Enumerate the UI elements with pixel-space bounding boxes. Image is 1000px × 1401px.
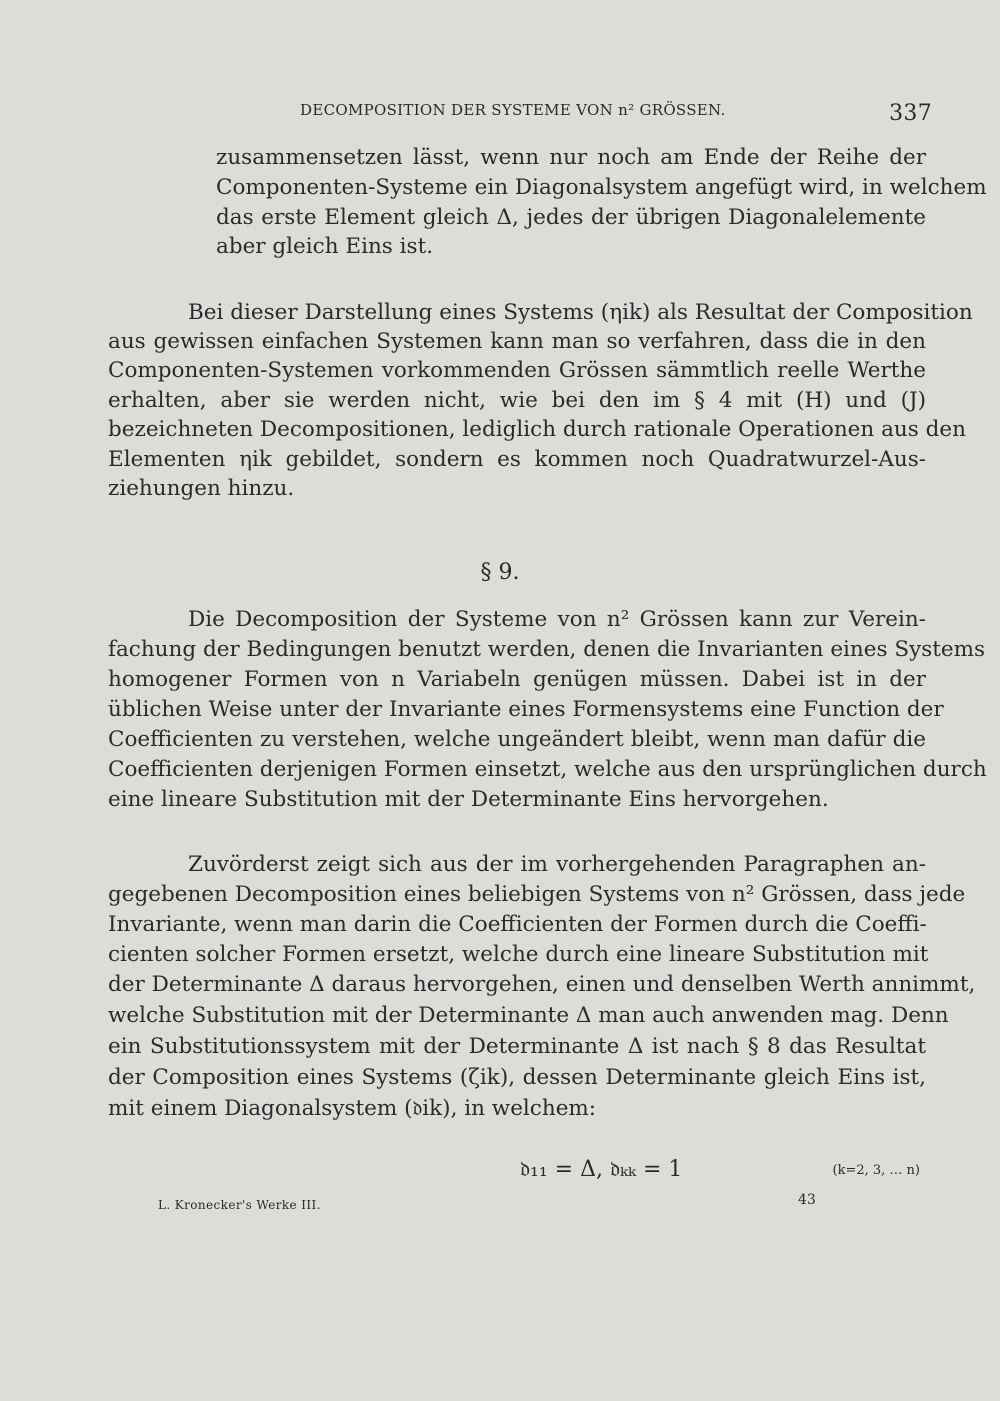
text-line: Elementen ηik gebildet, sondern es kommen noch Quadratwurzel-Aus- <box>108 447 926 472</box>
text-line: Bei dieser Darstellung eines Systems (ηik) als Resultat der Composition <box>188 300 973 325</box>
text-line: mit einem Diagonalsystem (𝔡ik), in welchem: <box>108 1096 597 1121</box>
text-line: bezeichneten Decompositionen, lediglich durch rationale Operationen aus den <box>108 417 966 442</box>
section-heading: § 9. <box>480 560 520 585</box>
text-line: Zuvörderst zeigt sich aus der im vorhergehenden Paragraphen an- <box>188 852 926 877</box>
text-line: das erste Element gleich Δ, jedes der übrigen Diagonalelemente <box>216 205 926 230</box>
text-line: Invariante, wenn man darin die Coefficienten der Formen durch die Coeffi- <box>108 912 927 937</box>
text-line: eine lineare Substitution mit der Determinante Eins hervorgehen. <box>108 787 829 812</box>
text-line: Coefficienten zu verstehen, welche ungeändert bleibt, wenn man dafür die <box>108 727 926 752</box>
text-line: ziehungen hinzu. <box>108 476 295 501</box>
text-line: Die Decomposition der Systeme von n² Grössen kann zur Verein- <box>188 607 926 632</box>
text-line: homogener Formen von n Variabeln genügen müssen. Dabei ist in der <box>108 667 926 692</box>
text-line: erhalten, aber sie werden nicht, wie bei den im § 4 mit (H) und (J) <box>108 388 926 413</box>
text-line: Componenten-Systeme ein Diagonalsystem angefügt wird, in welchem <box>216 175 987 200</box>
text-line: aus gewissen einfachen Systemen kann man so verfahren, dass die in den <box>108 329 926 354</box>
text-line: üblichen Weise unter der Invariante eines Formensystems eine Function der <box>108 697 944 722</box>
header-title: DECOMPOSITION DER SYSTEME VON n² GRÖSSEN. <box>300 101 726 119</box>
text-line: der Determinante Δ daraus hervorgehen, einen und denselben Werth annimmt, <box>108 972 976 997</box>
text-line: cienten solcher Formen ersetzt, welche durch eine lineare Substitution mit <box>108 942 929 967</box>
formula-condition: (k=2, 3, … n) <box>832 1163 920 1178</box>
text-line: fachung der Bedingungen benutzt werden, denen die Invarianten eines Systems <box>108 637 986 662</box>
page-number: 337 <box>889 101 932 126</box>
text-line: der Composition eines Systems (ζik), dessen Determinante gleich Eins ist, <box>108 1065 926 1090</box>
running-header <box>300 95 940 135</box>
formula: 𝔡₁₁ = Δ, 𝔡ₖₖ = 1 <box>520 1157 683 1182</box>
sheet-number: 43 <box>798 1192 816 1208</box>
text-line: gegebenen Decomposition eines beliebigen Systems von n² Grössen, dass jede <box>108 882 966 907</box>
text-line: welche Substitution mit der Determinante Δ man auch anwenden mag. Denn <box>108 1003 949 1028</box>
text-line: zusammensetzen lässt, wenn nur noch am Ende der Reihe der <box>216 145 926 170</box>
footer-signature: L. Kronecker's Werke III. <box>158 1198 321 1212</box>
text-line: aber gleich Eins ist. <box>216 234 434 259</box>
text-line: Componenten-Systemen vorkommenden Grössen sämmtlich reelle Werthe <box>108 358 926 383</box>
text-line: ein Substitutionssystem mit der Determinante Δ ist nach § 8 das Resultat <box>108 1034 926 1059</box>
text-line: Coefficienten derjenigen Formen einsetzt, welche aus den ursprünglichen durch <box>108 757 987 782</box>
